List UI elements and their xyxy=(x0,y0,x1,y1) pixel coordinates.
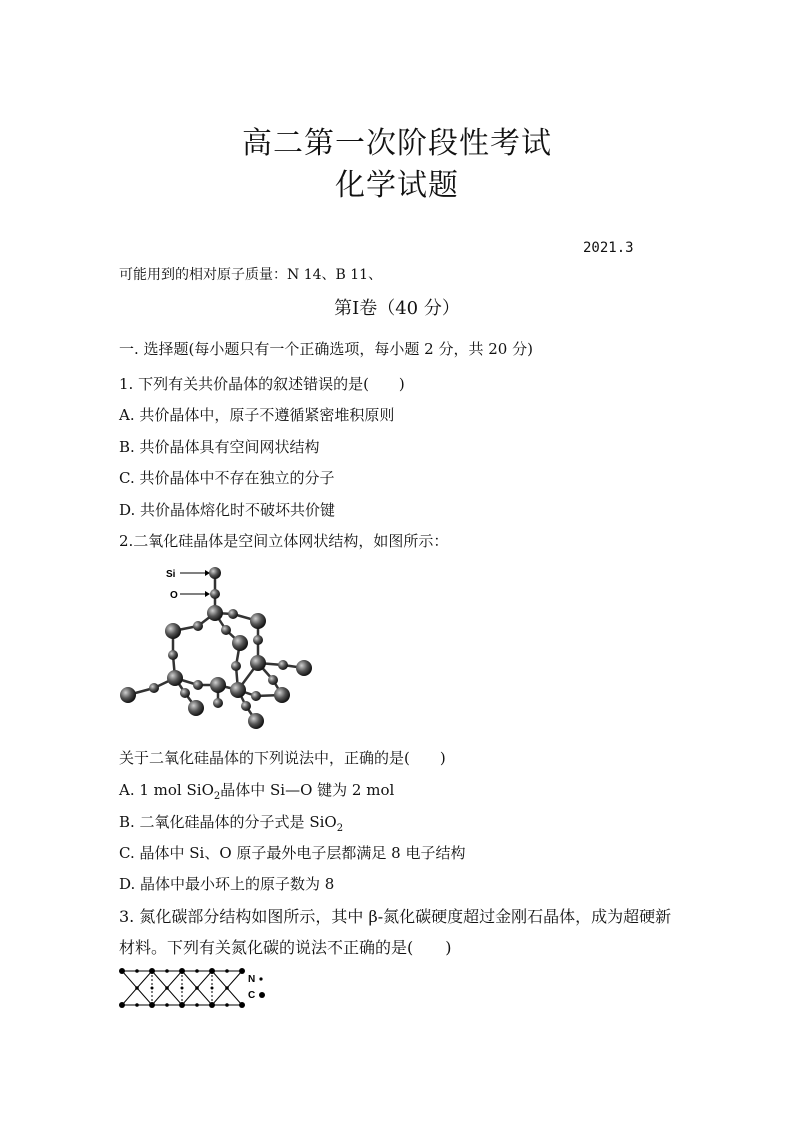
c-label: C xyxy=(248,990,256,1001)
exam-title: 高二第一次阶段性考试 xyxy=(242,126,552,161)
section-title: 第Ⅰ卷（40 分） xyxy=(334,298,460,319)
question-2-option-c: C. 晶体中 Si、O 原子最外电子层都满足 8 电子结构 xyxy=(119,844,466,862)
si-label: Si xyxy=(166,569,176,580)
question-1-option-c: C. 共价晶体中不存在独立的分子 xyxy=(119,469,335,487)
part-heading: 一. 选择题(每小题只有一个正确选项，每小题 2 分，共 20 分) xyxy=(119,340,533,358)
question-2-option-d: D. 晶体中最小环上的原子数为 8 xyxy=(119,875,335,893)
exam-subtitle: 化学试题 xyxy=(335,168,459,203)
sio2-structure-figure xyxy=(118,558,318,733)
o-label: O xyxy=(170,590,178,601)
question-2-option-a: A. 1 mol SiO$_2$晶体中 Si—O 键为 2 mol xyxy=(119,781,395,802)
question-1-stem: 1. 下列有关共价晶体的叙述错误的是( ) xyxy=(119,375,405,393)
carbon-nitride-structure-figure xyxy=(118,967,278,1009)
atomic-mass-note: 可能用到的相对原子质量：N 14、B 11、 xyxy=(119,267,383,283)
question-2-prompt: 关于二氧化硅晶体的下列说法中，正确的是( ) xyxy=(119,749,446,767)
question-1-option-b: B. 共价晶体具有空间网状结构 xyxy=(119,438,320,456)
question-3-stem-line-1: 3. 氮化碳部分结构如图所示，其中 β-氮化碳硬度超过金刚石晶体，成为超硬新 xyxy=(119,907,672,926)
question-1-option-d: D. 共价晶体熔化时不破坏共价键 xyxy=(119,501,336,519)
exam-date: 2021.3 xyxy=(583,240,634,256)
question-3-stem-line-2: 材料。下列有关氮化碳的说法不正确的是( ) xyxy=(119,938,452,957)
question-1-option-a: A. 共价晶体中，原子不遵循紧密堆积原则 xyxy=(119,406,395,424)
question-2-stem: 2.二氧化硅晶体是空间立体网状结构，如图所示： xyxy=(119,532,449,550)
n-label: N xyxy=(248,974,256,985)
question-2-option-b: B. 二氧化硅晶体的分子式是 SiO$_2$ xyxy=(119,813,344,834)
